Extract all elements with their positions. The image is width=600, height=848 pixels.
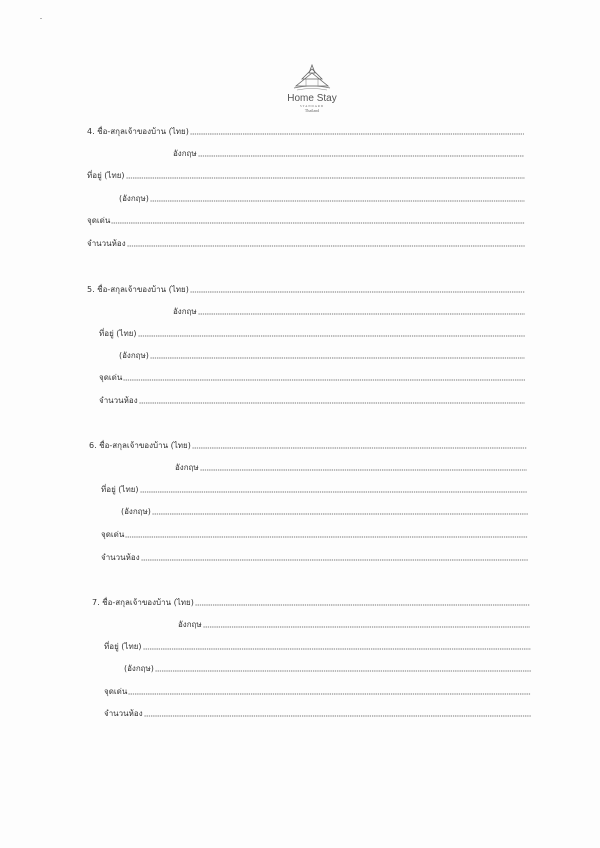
highlight-label: จุดเด่น [104,687,128,696]
owner-name-en-field[interactable] [175,459,527,473]
highlight-label: จุดเด่น [87,216,111,225]
fill-line[interactable] [144,715,531,717]
address-th-label: ที่อยู่ (ไทย) [104,642,142,651]
scan-speck [40,18,42,19]
owner-name-en-field[interactable] [173,303,525,317]
owner-name-en-label: อังกฤษ [173,149,197,158]
address-th-label: ที่อยู่ (ไทย) [101,485,139,494]
address-th-field[interactable] [87,167,525,181]
fill-line[interactable] [128,693,531,695]
fill-line[interactable] [141,559,528,561]
owner-name-en-field[interactable] [178,616,530,630]
highlight-label: จุดเด่น [99,373,123,382]
fill-line[interactable] [152,513,528,515]
fill-line[interactable] [140,491,527,493]
address-th-field[interactable] [101,481,527,495]
address-en-field[interactable] [121,503,528,517]
highlight-label: จุดเด่น [101,530,125,539]
rooms-field[interactable] [87,235,525,249]
fill-line[interactable] [139,402,525,404]
owner-name-en-label: อังกฤษ [173,307,197,316]
highlight-field[interactable] [87,212,525,226]
owner-name-en-field[interactable] [173,145,524,159]
fill-line[interactable] [138,335,525,337]
owner-name-th-field[interactable] [89,437,527,451]
highlight-field[interactable] [99,369,525,383]
fill-line[interactable] [126,177,525,179]
fill-line[interactable] [192,447,527,449]
address-th-label: ที่อยู่ (ไทย) [87,171,125,180]
fill-line[interactable] [200,469,527,471]
home-stay-logo [272,64,352,120]
address-th-field[interactable] [104,638,531,652]
home-stay-pavilion-icon [292,64,332,92]
fill-line[interactable] [143,648,531,650]
address-en-label: (อังกฤษ) [121,507,151,516]
rooms-label: จำนวนห้อง [87,239,126,248]
rooms-label: จำนวนห้อง [104,709,143,718]
fill-line[interactable] [150,357,525,359]
fill-line[interactable] [198,155,524,157]
rooms-label: จำนวนห้อง [99,396,138,405]
fill-line[interactable] [190,291,525,293]
fill-line[interactable] [198,313,525,315]
fill-line[interactable] [190,133,524,135]
address-en-field[interactable] [119,190,525,204]
owner-name-th-label: 4. ชื่อ-สกุลเจ้าของบ้าน (ไทย) [87,127,189,136]
logo-title: Home Stay [287,93,337,104]
highlight-field[interactable] [104,683,531,697]
owner-name-en-label: อังกฤษ [175,463,199,472]
owner-name-th-label: 5. ชื่อ-สกุลเจ้าของบ้าน (ไทย) [87,285,189,294]
address-en-field[interactable] [119,347,525,361]
rooms-field[interactable] [101,549,528,563]
address-th-label: ที่อยู่ (ไทย) [99,329,137,338]
fill-line[interactable] [111,222,525,224]
address-en-label: (อังกฤษ) [119,351,149,360]
owner-name-th-label: 7. ชื่อ-สกุลเจ้าของบ้าน (ไทย) [92,598,194,607]
fill-line[interactable] [155,670,531,672]
owner-name-th-field[interactable] [87,281,525,295]
fill-line[interactable] [150,200,525,202]
fill-line[interactable] [123,379,525,381]
fill-line[interactable] [127,245,525,247]
address-th-field[interactable] [99,325,525,339]
address-en-field[interactable] [124,660,531,674]
highlight-field[interactable] [101,526,528,540]
owner-name-th-field[interactable] [87,123,524,137]
address-en-label: (อังกฤษ) [124,664,154,673]
address-en-label: (อังกฤษ) [119,194,149,203]
owner-name-th-label: 6. ชื่อ-สกุลเจ้าของบ้าน (ไทย) [89,441,191,450]
logo-country: Thailand [304,108,320,113]
owner-name-th-field[interactable] [92,594,530,608]
rooms-field[interactable] [99,392,525,406]
fill-line[interactable] [125,536,528,538]
logo-subtitle: STANDARD [299,104,325,108]
fill-line[interactable] [195,604,530,606]
rooms-label: จำนวนห้อง [101,553,140,562]
owner-name-en-label: อังกฤษ [178,620,202,629]
rooms-field[interactable] [104,705,531,719]
fill-line[interactable] [203,626,530,628]
